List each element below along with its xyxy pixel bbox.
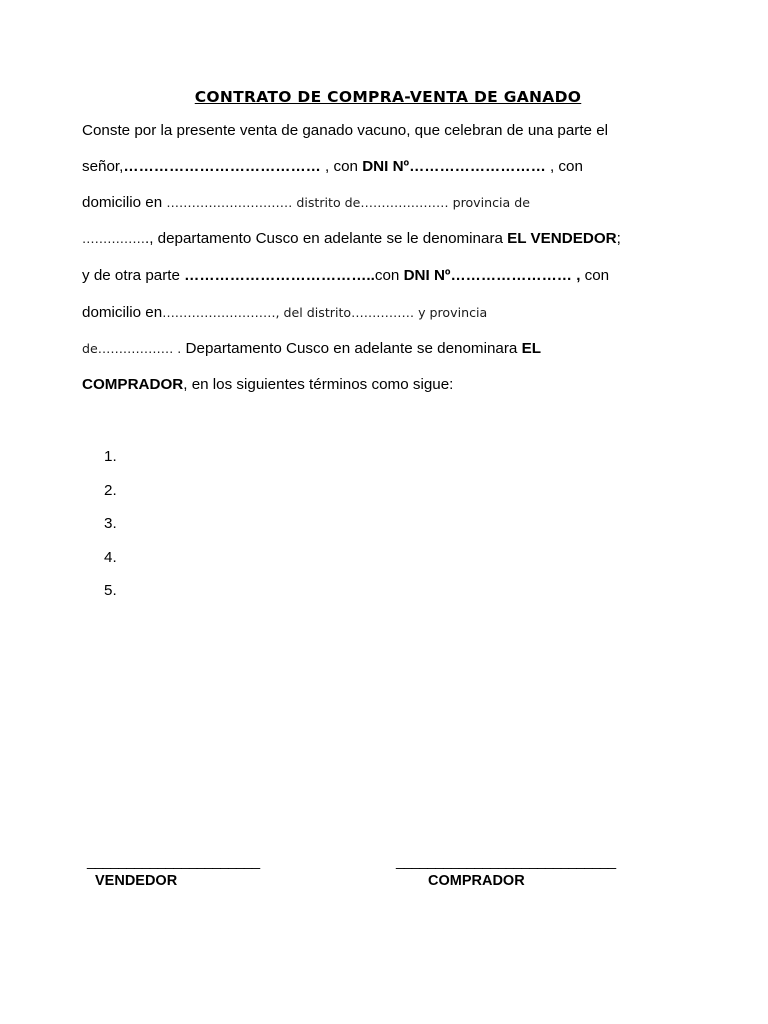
document-title: CONTRATO DE COMPRA-VENTA DE GANADO: [194, 88, 582, 106]
paragraph-line: [82, 266, 702, 286]
text-segment: domicilio en: [82, 304, 163, 321]
comprador-signature-line: ____________________________: [396, 853, 616, 870]
text-segment: , con: [545, 158, 583, 175]
terms-list: [104, 447, 117, 615]
text-segment: ., departamento Cusco en adelante se le denominara: [144, 230, 508, 247]
paragraph-line: [82, 121, 702, 141]
paragraph-line: [82, 193, 702, 213]
list-item: 4.: [104, 548, 117, 566]
list-item: 1.: [104, 448, 117, 465]
text-segment: y de otra parte: [82, 267, 185, 284]
list-item: 2.: [104, 481, 117, 499]
text-segment: domicilio en: [82, 194, 167, 211]
text-segment: ;: [616, 230, 621, 247]
blank-field: …………………………………: [123, 158, 321, 175]
blank-field: ………………………: [409, 158, 546, 175]
vendedor-signature-line: ______________________: [87, 853, 260, 870]
paragraph-line: [82, 157, 702, 177]
blank-field: ………………………………..: [184, 267, 375, 284]
text-segment: , con: [320, 158, 363, 175]
paragraph-line: [82, 375, 702, 395]
text-segment: , en los siguientes términos como sigue:: [183, 376, 454, 393]
blank-field: …………………… ,: [450, 267, 581, 284]
party-label-comprador: COMPRADOR: [82, 376, 184, 393]
text-segment: con: [374, 267, 404, 284]
text-segment: Conste por la presente venta de ganado vacuno, que celebran de una parte el: [82, 122, 609, 139]
blank-field: ………………………, del distrito…………… y provincia: [162, 305, 488, 320]
list-item: 3.: [104, 515, 117, 532]
text-segment: con: [580, 267, 610, 284]
text-segment: señor,: [82, 158, 124, 175]
blank-field: de……………… .: [82, 341, 182, 356]
dni-label: DNI Nº: [403, 267, 451, 284]
blank-field: ………………………… distrito de………………… provincia de: [166, 195, 530, 210]
paragraph-line: [82, 303, 702, 323]
party-label-vendedor: EL VENDEDOR: [507, 230, 617, 247]
paragraph-line: [82, 339, 702, 359]
vendedor-signature-label: VENDEDOR: [95, 873, 178, 889]
text-segment: Departamento Cusco en adelante se denominara: [181, 340, 522, 357]
blank-field: ……………: [82, 231, 145, 246]
list-item: 5.: [104, 582, 117, 599]
dni-label: DNI Nº: [362, 158, 410, 175]
paragraph-line: [82, 229, 702, 249]
party-label-el: EL: [521, 340, 541, 357]
comprador-signature-label: COMPRADOR: [428, 873, 525, 889]
